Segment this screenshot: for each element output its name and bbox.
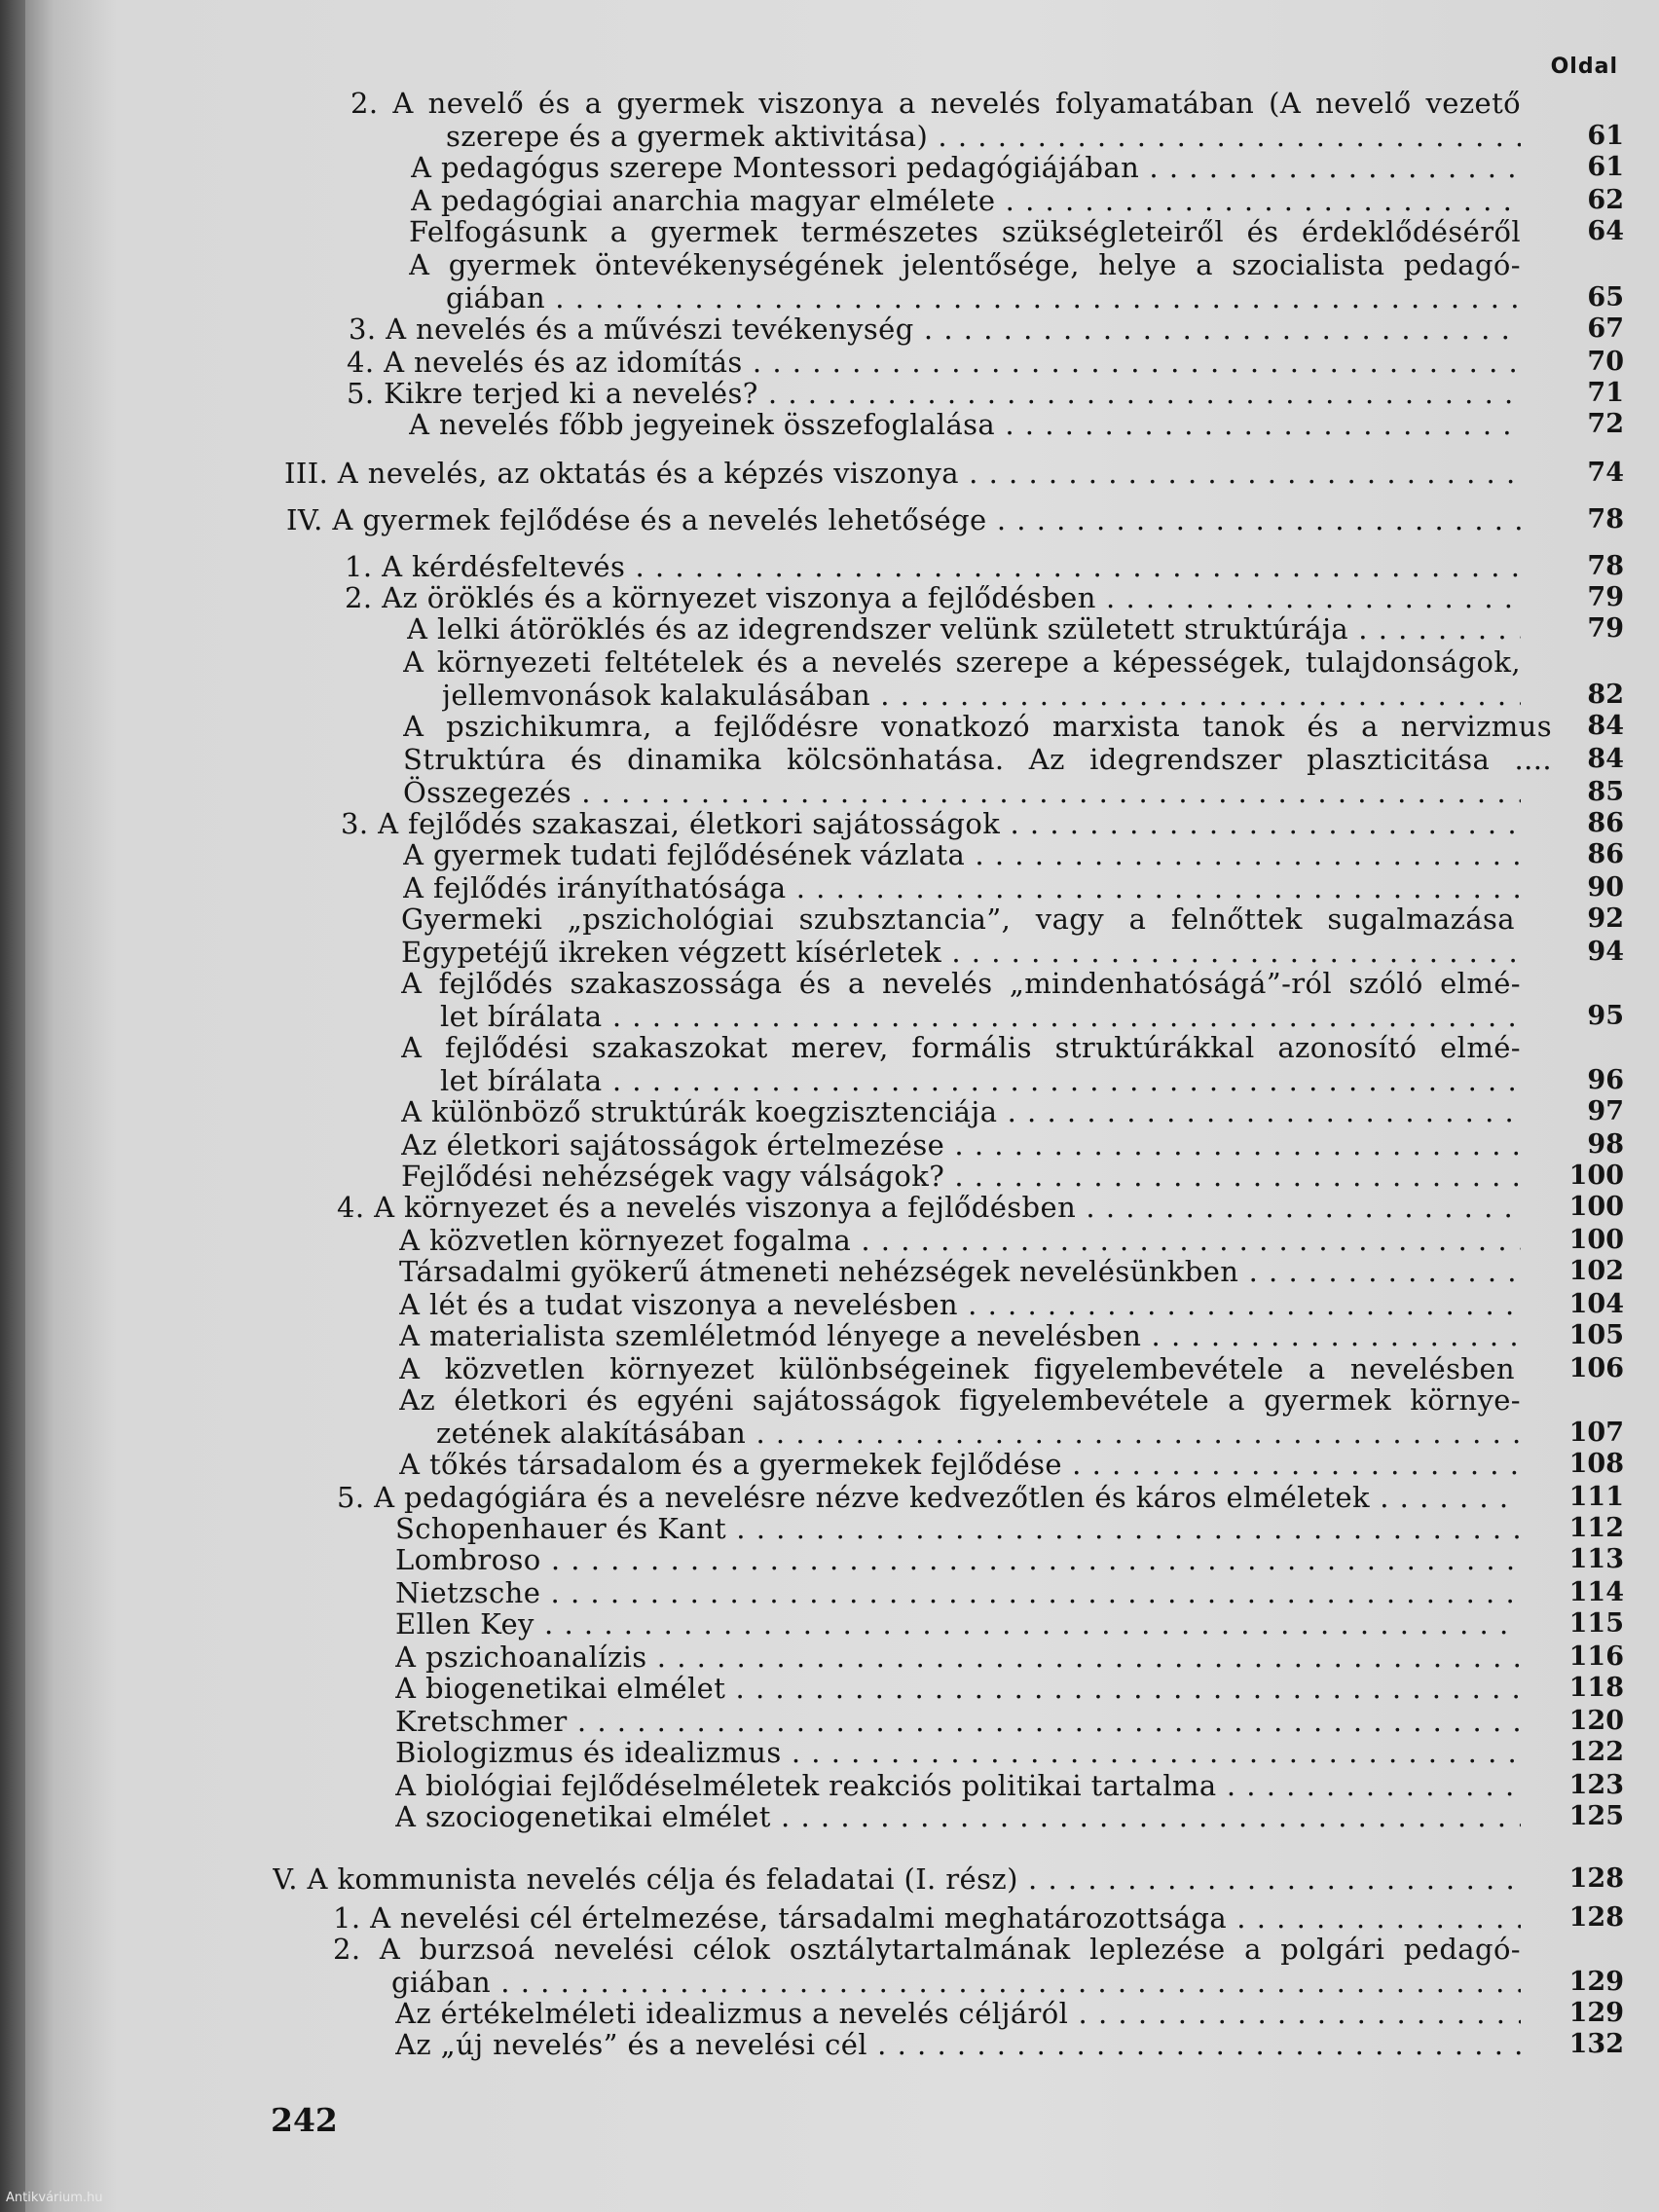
toc-entry-title <box>401 1128 1521 1161</box>
toc-entry-title <box>401 1160 1521 1193</box>
toc-page-number: 90 <box>1587 872 1624 903</box>
toc-page-number: 116 <box>1568 1641 1624 1672</box>
toc-entry-text: A pszichoanalízis . . . <box>395 1641 1521 1674</box>
toc-entry-title <box>347 346 1521 379</box>
toc-entry-text: szerepe és a gyermek aktivitása) . . . <box>446 120 1521 153</box>
toc-entry-title <box>395 1769 1521 1802</box>
toc-entry-text: A fejlődés szakaszossága és a nevelés „mindenhatóságá”-ról szóló elmé- <box>401 967 1521 1000</box>
toc-entry-title <box>399 1448 1521 1481</box>
toc-entry-title <box>333 1933 1521 1966</box>
toc-page-number: 105 <box>1568 1320 1624 1350</box>
toc-page-number: 79 <box>1587 613 1624 644</box>
toc-entry-title <box>395 1543 1521 1576</box>
toc-page-number: 122 <box>1568 1737 1624 1767</box>
toc-entry-text: A materialista szemléletmód lényege a nevelésben . . . <box>399 1319 1521 1352</box>
toc-page-number: 82 <box>1587 680 1624 710</box>
toc-entry-title <box>333 1901 1521 1935</box>
toc-page-number: 106 <box>1568 1353 1624 1383</box>
toc-page-number: 62 <box>1587 185 1624 215</box>
toc-entry-text: A pszichikumra, a fejlődésre vonatkozó marxista tanok és a nervizmus <box>403 710 1552 743</box>
toc-page-number: 86 <box>1587 808 1624 838</box>
toc-page-number: 108 <box>1568 1449 1624 1479</box>
toc-page-number: 70 <box>1587 347 1624 377</box>
toc-page-number: 118 <box>1568 1673 1624 1703</box>
toc-page-number: 65 <box>1587 282 1624 313</box>
toc-entry-text: Fejlődési nehézségek vagy válságok? . . . <box>401 1160 1521 1193</box>
toc-page-number: 74 <box>1587 458 1624 488</box>
toc-entry-text: Összegezés . . . <box>403 776 1521 809</box>
toc-entry-text: V. A kommunista nevelés célja és feladatai (I. rész) . . . <box>273 1862 1521 1896</box>
toc-entry-title <box>401 903 1515 936</box>
toc-entry-text: Az értékelméleti idealizmus a nevelés céljáról . . . <box>395 1997 1521 2030</box>
toc-entry-title <box>409 408 1521 441</box>
toc-page-number: 104 <box>1568 1289 1624 1319</box>
toc-entry-title <box>341 807 1521 840</box>
toc-entry-title <box>403 871 1521 904</box>
toc-page-number: 61 <box>1587 152 1624 182</box>
toc-page-number: 94 <box>1587 937 1624 967</box>
toc-entry-title <box>391 1966 1521 1999</box>
toc-entry-title <box>395 1607 1521 1641</box>
toc-entry-text: Biologizmus és idealizmus . . . <box>395 1736 1521 1769</box>
toc-page-number: 125 <box>1568 1801 1624 1831</box>
toc-entry-text: A közvetlen környezet különbségeinek figyelembevétele a nevelésben <box>399 1352 1515 1385</box>
toc-entry-title <box>395 1512 1521 1545</box>
toc-page-number: 79 <box>1587 582 1624 612</box>
toc-entry-title <box>440 1064 1521 1097</box>
toc-entry-text: 3. A nevelés és a művészi tevékenység . . . <box>349 313 1521 346</box>
toc-page-number: 97 <box>1587 1096 1624 1126</box>
toc-page-number: 72 <box>1587 409 1624 439</box>
toc-entry-title <box>349 313 1521 346</box>
toc-entry-text: let bírálata . . . <box>440 1064 1521 1097</box>
toc-entry-title <box>401 967 1521 1000</box>
toc-entry-title <box>411 151 1521 184</box>
toc-page-number: 128 <box>1568 1863 1624 1894</box>
toc-entry-title <box>403 645 1521 679</box>
toc-entry-text: 1. A kérdésfeltevés . . . <box>345 550 1521 583</box>
toc-entry-text: Egypetéjű ikreken végzett kísérletek . . . <box>401 936 1521 969</box>
toc-page-number: 112 <box>1568 1513 1624 1543</box>
toc-entry-title <box>440 1000 1521 1033</box>
toc-entry-title <box>401 1031 1521 1064</box>
toc-entry-text: giában . . . <box>391 1966 1521 1999</box>
toc-entry-title <box>403 776 1521 809</box>
toc-page-number: 114 <box>1568 1577 1624 1607</box>
toc-entry-text: A pedagógus szerepe Montessori pedagógiájában . . . <box>411 151 1521 184</box>
toc-page-number: 85 <box>1587 777 1624 807</box>
toc-page-number: 78 <box>1587 504 1624 535</box>
toc-entry-title <box>401 1095 1521 1128</box>
toc-entry-title <box>395 1672 1521 1705</box>
toc-entry-title <box>395 2028 1521 2061</box>
toc-entry-text: Kretschmer . . . <box>395 1705 1521 1738</box>
toc-entry-text: 5. A pedagógiára és a nevelésre nézve kedvezőtlen és káros elméletek . . . <box>337 1481 1521 1514</box>
toc-entry-text: Az életkori és egyéni sajátosságok figyelembevétele a gyermek környe- <box>399 1383 1521 1417</box>
toc-page-number: 71 <box>1587 378 1624 408</box>
toc-entry-title <box>442 679 1521 712</box>
toc-entry-text: Lombroso . . . <box>395 1543 1521 1576</box>
toc-page-number: 120 <box>1568 1706 1624 1736</box>
toc-entry-text: 1. A nevelési cél értelmezése, társadalmi meghatározottsága . . . <box>333 1901 1521 1935</box>
toc-entry-title <box>395 1800 1521 1833</box>
toc-page-number: 84 <box>1587 711 1624 741</box>
toc-entry-title <box>337 1481 1521 1514</box>
toc-page-number: 113 <box>1568 1544 1624 1574</box>
watermark-text: Antikvárium.hu <box>6 2191 103 2205</box>
page-number: 242 <box>271 2101 338 2139</box>
toc-entry-title <box>401 936 1521 969</box>
toc-entry-text: A biológiai fejlődéselméletek reakciós politikai tartalma . . . <box>395 1769 1521 1802</box>
toc-page-number: 84 <box>1587 744 1624 774</box>
toc-entry-text: A gyermek tudati fejlődésének vázlata . . . <box>403 838 1521 871</box>
toc-entry-text: Társadalmi gyökerű átmeneti nehézségek nevelésünkben . . . <box>399 1255 1521 1288</box>
toc-entry-title <box>436 1417 1521 1450</box>
toc-page-number: 129 <box>1568 1998 1624 2028</box>
toc-entry-title <box>409 215 1521 248</box>
toc-entry-title <box>399 1383 1521 1417</box>
toc-page-number: 67 <box>1587 313 1624 344</box>
toc-page-number: 132 <box>1568 2029 1624 2059</box>
toc-page-number: 64 <box>1587 216 1624 246</box>
toc-page-number: 61 <box>1587 121 1624 151</box>
toc-entry-text: A pedagógiai anarchia magyar elmélete . . . <box>411 184 1521 217</box>
toc-page-number: 102 <box>1568 1256 1624 1286</box>
toc-entry-text: Nietzsche . . . <box>395 1576 1521 1609</box>
toc-entry-text: A környezeti feltételek és a nevelés szerepe a képességek, tulajdonságok, <box>403 645 1521 679</box>
toc-entry-text: Az életkori sajátosságok értelmezése . . . <box>401 1128 1521 1161</box>
toc-entry-text: A tőkés társadalom és a gyermekek fejlődése . . . <box>399 1448 1521 1481</box>
toc-entry-title <box>286 503 1521 536</box>
toc-entry-text: Struktúra és dinamika kölcsönhatása. Az idegrendszer plaszticitása .... <box>403 743 1552 776</box>
toc-page-number: 92 <box>1587 903 1624 934</box>
toc-entry-text: Schopenhauer és Kant . . . <box>395 1512 1521 1545</box>
toc-entry-title <box>350 87 1521 120</box>
toc-entry-title <box>395 1576 1521 1609</box>
toc-entry-title <box>409 248 1521 281</box>
toc-entry-title <box>399 1319 1521 1352</box>
toc-entry-text: 5. Kikre terjed ki a nevelés? . . . <box>347 377 1521 410</box>
toc-entry-text: A fejlődés irányíthatósága . . . <box>403 871 1521 904</box>
toc-entry-text: A gyermek öntevékenységének jelentősége, helye a szocialista pedagó- <box>409 248 1521 281</box>
toc-entry-title <box>403 743 1552 776</box>
toc-entry-text: giában . . . <box>446 281 1521 314</box>
toc-entry-title <box>446 281 1521 314</box>
toc-entry-title <box>399 1352 1515 1385</box>
toc-entry-text: zetének alakításában . . . <box>436 1417 1521 1450</box>
toc-page-number: 95 <box>1587 1001 1624 1031</box>
toc-page-number: 86 <box>1587 839 1624 869</box>
toc-page-number: 96 <box>1587 1065 1624 1095</box>
toc-entry-text: 3. A fejlődés szakaszai, életkori sajátosságok . . . <box>341 807 1521 840</box>
toc-entry-text: 4. A nevelés és az idomítás . . . <box>347 346 1521 379</box>
toc-entry-text: A lelki átöröklés és az idegrendszer velünk született struktúrája . . . <box>407 612 1521 645</box>
toc-entry-title <box>345 550 1521 583</box>
toc-page-number: 123 <box>1568 1770 1624 1800</box>
toc-entry-title <box>407 612 1521 645</box>
toc-entry-title <box>345 581 1521 614</box>
toc-page-number: 129 <box>1568 1967 1624 1997</box>
toc-page-number: 128 <box>1568 1902 1624 1933</box>
toc-entry-title <box>403 710 1552 743</box>
toc-entry-title <box>399 1224 1521 1257</box>
toc-page-number: 100 <box>1568 1192 1624 1222</box>
toc-entry-title <box>395 1736 1521 1769</box>
page-column-header: Oldal <box>1550 55 1618 79</box>
toc-entry-text: Az „új nevelés” és a nevelési cél . . . <box>395 2028 1521 2061</box>
toc-entry-text: A szociogenetikai elmélet . . . <box>395 1800 1521 1833</box>
toc-entry-text: A biogenetikai elmélet . . . <box>395 1672 1521 1705</box>
toc-entry-title <box>446 120 1521 153</box>
toc-entry-text: 2. Az öröklés és a környezet viszonya a fejlődésben . . . <box>345 581 1521 614</box>
toc-entry-text: A lét és a tudat viszonya a nevelésben . . . <box>399 1288 1521 1321</box>
toc-entry-text: A fejlődési szakaszokat merev, formális struktúrákkal azonosító elmé- <box>401 1031 1521 1064</box>
toc-entry-title <box>395 1705 1521 1738</box>
toc-entry-text: III. A nevelés, az oktatás és a képzés viszonya . . . <box>284 457 1521 490</box>
toc-entry-text: let bírálata . . . <box>440 1000 1521 1033</box>
toc-entry-text: Ellen Key . . . <box>395 1607 1521 1641</box>
toc-entry-title <box>399 1288 1521 1321</box>
toc-entry-title <box>284 457 1521 490</box>
toc-entry-title <box>395 1997 1521 2030</box>
toc-entry-title <box>395 1641 1521 1674</box>
toc-entry-text: 4. A környezet és a nevelés viszonya a fejlődésben . . . <box>337 1191 1521 1224</box>
toc-page-number: 100 <box>1568 1161 1624 1191</box>
toc-entry-text: jellemvonások kalakulásában . . . <box>442 679 1521 712</box>
toc-entry-title <box>273 1862 1521 1896</box>
toc-entry-text: A közvetlen környezet fogalma . . . <box>399 1224 1521 1257</box>
toc-entry-title <box>411 184 1521 217</box>
toc-entry-text: A különböző struktúrák koegzisztenciája . . . <box>401 1095 1521 1128</box>
toc-page-number: 115 <box>1568 1608 1624 1639</box>
toc-entry-title <box>347 377 1521 410</box>
toc-entry-text: IV. A gyermek fejlődése és a nevelés lehetősége . . . <box>286 503 1521 536</box>
toc-page-number: 100 <box>1568 1225 1624 1255</box>
toc-entry-title <box>337 1191 1521 1224</box>
toc-entry-text: A nevelés főbb jegyeinek összefoglalása . . . <box>409 408 1521 441</box>
toc-entry-title <box>399 1255 1521 1288</box>
toc-page-number: 98 <box>1587 1129 1624 1160</box>
toc-entry-text: Felfogásunk a gyermek természetes szükségleteiről és érdeklődéséről <box>409 215 1521 248</box>
toc-page-number: 107 <box>1568 1418 1624 1448</box>
toc-page-number: 111 <box>1568 1482 1624 1512</box>
toc-entry-title <box>403 838 1521 871</box>
toc-page-number: 78 <box>1587 551 1624 581</box>
toc-entry-text: 2. A burzsoá nevelési célok osztálytartalmának leplezése a polgári pedagó- <box>333 1933 1521 1966</box>
toc-entry-text: Gyermeki „pszichológiai szubsztancia”, vagy a felnőttek sugalmazása <box>401 903 1515 936</box>
toc-entry-text: 2. A nevelő és a gyermek viszonya a nevelés folyamatában (A nevelő vezető <box>350 87 1521 120</box>
